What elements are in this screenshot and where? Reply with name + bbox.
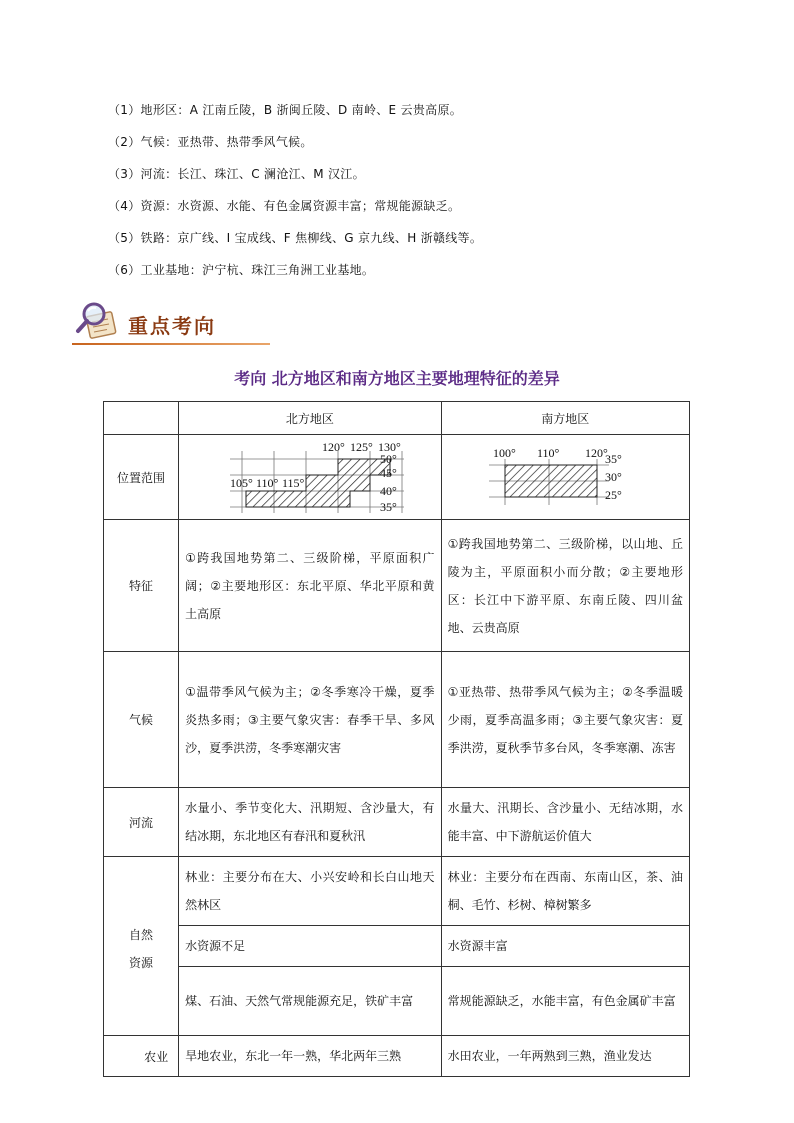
row-label-line: 资源 — [129, 956, 154, 970]
south-cell: 水资源丰富 — [441, 926, 689, 967]
table-row — [104, 1036, 690, 1077]
north-cell: 煤、石油、天然气常规能源充足，铁矿丰富 — [179, 967, 441, 1036]
lat-label: 50° — [379, 452, 397, 466]
lat-label: 30° — [605, 470, 623, 484]
lon-label: 115° — [281, 476, 305, 490]
north-cell: 林业：主要分布在大、小兴安岭和长白山地天然林区 — [179, 857, 441, 926]
table-row — [104, 652, 690, 788]
lon-label: 125° — [349, 440, 373, 454]
lat-label: 35° — [605, 452, 623, 466]
north-cell: 旱地农业，东北一年一熟，华北两年三熟 — [179, 1036, 441, 1077]
table-row — [104, 788, 690, 857]
header-south: 南方地区 — [441, 402, 689, 435]
table-row — [104, 926, 690, 967]
row-label: 位置范围 — [104, 435, 179, 520]
south-region-map — [485, 445, 645, 509]
list-item: （4）资源：水资源、水能、有色金属资源丰富；常规能源缺乏。 — [108, 199, 461, 213]
row-label-line: 自然 — [129, 928, 154, 942]
north-cell: ①温带季风气候为主；②冬季寒冷干燥，夏季炎热多雨；③主要气象灾害：春季干旱、多风沙，夏季洪涝，冬季寒潮灾害 — [179, 652, 441, 788]
list-item: （1）地形区：A 江南丘陵，B 浙闽丘陵、D 南岭、E 云贵高原。 — [108, 103, 463, 117]
north-cell: ①跨我国地势第二、三级阶梯，平原面积广阔；②主要地形区：东北平原、华北平原和黄土高原 — [179, 520, 441, 652]
lon-label: 130° — [377, 440, 401, 454]
south-cell: 常规能源缺乏，水能丰富，有色金属矿丰富 — [441, 967, 689, 1036]
south-cell: ①亚热带、热带季风气候为主；②冬季温暖少雨，夏季高温多雨；③主要气象灾害：夏季洪涝，夏秋季节多台风，冬季寒潮、冻害 — [441, 652, 689, 788]
row-label: 河流 — [104, 788, 179, 857]
list-item: （5）铁路：京广线、I 宝成线、F 焦柳线、G 京九线、H 浙赣线等。 — [108, 231, 483, 245]
magnifier-note-icon — [74, 300, 126, 344]
south-cell: 水量大、汛期长、含沙量小、无结冰期，水能丰富、中下游航运价值大 — [441, 788, 689, 857]
list-item: （6）工业基地：沪宁杭、珠江三角洲工业基地。 — [108, 263, 375, 277]
north-map-cell — [179, 435, 441, 520]
comparison-table — [103, 401, 690, 1077]
lat-label: 40° — [379, 484, 397, 498]
section-header — [72, 298, 270, 348]
lat-label: 45° — [379, 466, 397, 480]
lon-label: 120° — [321, 440, 345, 454]
lon-label: 100° — [493, 446, 517, 460]
list-item: （3）河流：长江、珠江、C 澜沧江、M 汉江。 — [108, 167, 365, 181]
lon-label: 120° — [585, 446, 609, 460]
table-row — [104, 857, 690, 926]
row-label: 气候 — [104, 652, 179, 788]
lat-label: 25° — [605, 488, 623, 502]
south-map-cell — [441, 435, 689, 520]
lon-label: 110° — [255, 476, 279, 490]
lat-label: 35° — [379, 500, 397, 514]
north-region-map — [210, 439, 410, 515]
section-underline — [72, 343, 270, 345]
south-cell: 水田农业，一年两熟到三熟，渔业发达 — [441, 1036, 689, 1077]
table-row — [104, 435, 690, 520]
row-label: 特征 — [104, 520, 179, 652]
header-north: 北方地区 — [179, 402, 441, 435]
lon-label: 110° — [537, 446, 560, 460]
north-cell: 水量小、季节变化大、汛期短、含沙量大，有结冰期，东北地区有春汛和夏秋汛 — [179, 788, 441, 857]
table-row — [104, 520, 690, 652]
section-title: 重点考向 — [128, 314, 216, 338]
list-item: （2）气候：亚热带、热带季风气候。 — [108, 135, 313, 149]
south-cell: ①跨我国地势第二、三级阶梯，以山地、丘陵为主，平原面积小而分散；②主要地形区：长江中下游平原、东南丘陵、四川盆地、云贵高原 — [441, 520, 689, 652]
table-row — [104, 967, 690, 1036]
header-cell — [104, 402, 179, 435]
summary-list — [108, 100, 708, 292]
north-cell: 水资源不足 — [179, 926, 441, 967]
south-cell: 林业：主要分布在西南、东南山区，茶、油桐、毛竹、杉树、樟树繁多 — [441, 857, 689, 926]
topic-title: 考向 北方地区和南方地区主要地理特征的差异 — [234, 369, 560, 388]
row-label: 农业 — [104, 1036, 179, 1077]
lon-label: 105° — [229, 476, 253, 490]
table-header-row — [104, 402, 690, 435]
row-label — [104, 857, 179, 1036]
